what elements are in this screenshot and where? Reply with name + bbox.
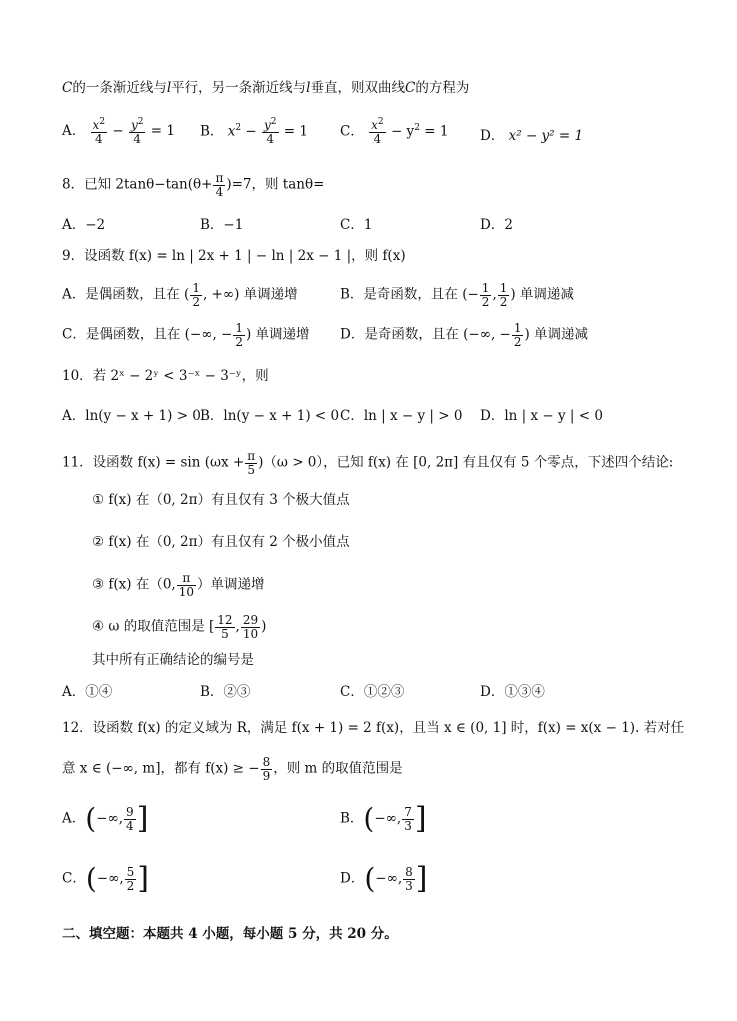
var-l-2: l (306, 80, 311, 96)
q11-option-c: C．①②③ (340, 684, 405, 700)
q12-stem-line-2: 意 x ∈ (−∞, m]，都有 f(x) ≥ − $\frac{8}{9}$ ，则 m 的取值范围是 (62, 755, 403, 783)
q7-option-a: A． $\frac{x^2}{4}$ − $\frac{y^2}{4}$ = 1 (62, 117, 175, 146)
fraction: $\frac{x^2}{4}$ (371, 117, 384, 146)
var-c-2: C (405, 80, 416, 96)
q7-option-d (480, 126, 583, 146)
option-label: D． (480, 128, 505, 144)
intro-text-2: 平行，另一条渐近线与 (171, 80, 307, 96)
q11-ask: 其中所有正确结论的编号是 (92, 652, 254, 668)
q12-option-c: C．(−∞, $\frac{5}{2}$ ] (62, 861, 149, 896)
q10-option-d: D．ln | x − y | < 0 (480, 408, 603, 424)
q11-option-b: B．②③ (200, 684, 251, 700)
section-heading-fill-in: 二、填空题：本题共 4 小题，每小题 5 分，共 20 分。 (62, 926, 398, 942)
q10-stem: 10．若 2ˣ − 2ʸ < 3⁻ˣ − 3⁻ʸ，则 (62, 368, 269, 384)
q7-option-b: B． $x^2$ − $\frac{y^2}{4}$ = 1 (200, 117, 308, 146)
q6-tail-line (62, 78, 469, 98)
q11-statement-1: ① f(x) 在（0, 2π）有且仅有 3 个极大值点 (92, 492, 350, 508)
q8-stem: 8．已知 2tanθ−tan(θ+ $\frac{\pi}{4}$ )=7，则 tanθ= (62, 171, 325, 199)
fraction: $\frac{y^2}{4}$ (130, 117, 144, 146)
q12-stem-line-1: 12．设函数 f(x) 的定义域为 R，满足 f(x + 1) = 2 f(x)，且当 x ∈ (0, 1] 时，f(x) = x(x − 1). 若对任 (62, 720, 685, 736)
q8-option-b: B．−1 (200, 217, 244, 233)
q12-option-d: D．(−∞, $\frac{8}{3}$ ] (340, 861, 428, 896)
intro-text-4: 的方程为 (415, 80, 470, 96)
var-l: l (166, 80, 172, 96)
option-label: A． (62, 123, 86, 140)
q8-option-c: C．1 (340, 217, 373, 233)
q11-statement-4: ④ ω 的取值范围是 [ $\frac{12}{5}$ , $\frac{29}{10}$ ) (92, 613, 267, 641)
q9-option-b: B．是奇函数，且在 (− $\frac{1}{2}$ , $\frac{1}{2}$ ) 单调递减 (340, 281, 574, 309)
intro-text-1: 的一条渐近线与 (72, 80, 167, 96)
q9-option-c: C．是偶函数，且在 (−∞, − $\frac{1}{2}$ ) 单调递增 (62, 321, 310, 349)
q11-stem: 11．设函数 f(x) = sin (ωx + $\frac{\pi}{5}$ )（ω > 0），已知 f(x) 在 [0, 2π] 有且仅有 5 个零点，下述四个结论: (62, 449, 674, 477)
q7-option-c: C． $\frac{x^2}{4}$ − $y^2 = 1$ (340, 117, 449, 146)
q11-statement-3: ③ f(x) 在（0, $\frac{\pi}{10}$ ）单调递增 (92, 571, 265, 599)
option-label: C． (340, 123, 364, 140)
q8-option-a: A．−2 (62, 217, 106, 233)
var-c: C (62, 80, 73, 96)
fraction: $\frac{y^2}{4}$ (263, 117, 277, 146)
q10-option-a: A．ln(y − x + 1) > 0 (62, 408, 201, 424)
intro-text-3: 垂直，则双曲线 (310, 80, 405, 96)
q9-option-d: D．是奇函数，且在 (−∞, − $\frac{1}{2}$ ) 单调递减 (340, 321, 589, 349)
q11-statement-2: ② f(x) 在（0, 2π）有且仅有 2 个极小值点 (92, 534, 350, 550)
equation-rhs: = 1 (150, 123, 175, 140)
q12-option-b: B．(−∞, $\frac{7}{3}$ ] (340, 801, 427, 836)
q11-option-a: A．①④ (62, 684, 113, 700)
q12-option-a: A．(−∞, $\frac{9}{4}$ ] (62, 801, 149, 836)
option-label: B． (200, 123, 224, 140)
q10-option-b: B．ln(y − x + 1) < 0 (200, 408, 340, 424)
option-text: x² − y² = 1 (508, 128, 584, 144)
equation-rhs: = 1 (283, 123, 308, 140)
q9-stem: 9．设函数 f(x) = ln | 2x + 1 | − ln | 2x − 1 |，则 f(x) (62, 248, 406, 264)
q11-option-d: D．①③④ (480, 684, 545, 700)
fraction: $\frac{x^2}{4}$ (92, 117, 106, 146)
q9-option-a: A．是偶函数，且在 ( $\frac{1}{2}$ , +∞) 单调递增 (62, 281, 298, 309)
q8-option-d: D．2 (480, 217, 513, 233)
q10-option-c: C．ln | x − y | > 0 (340, 408, 463, 424)
fraction: $\frac{\pi}{4}$ (215, 171, 224, 199)
